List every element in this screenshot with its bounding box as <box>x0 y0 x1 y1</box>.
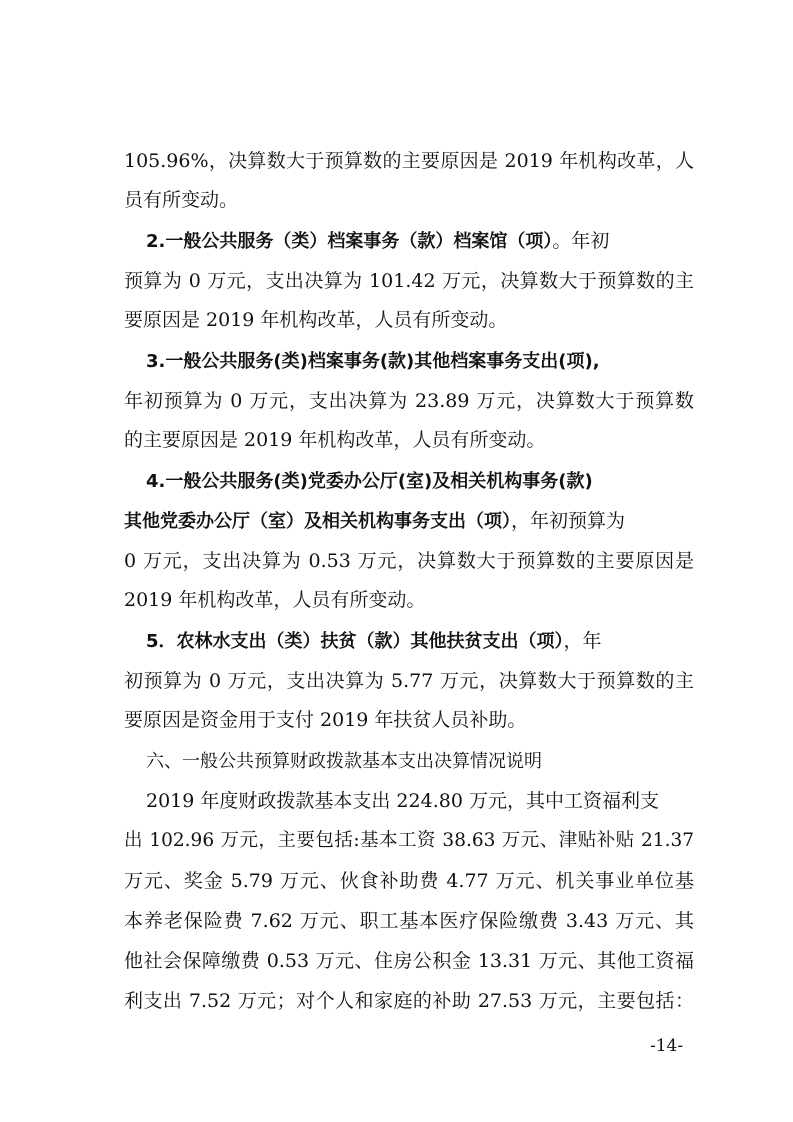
text-line: 本养老保险费 7.62 万元、职工基本医疗保险缴费 3.43 万元、其 <box>124 910 694 932</box>
text-line: 5．农林水支出（类）扶贫（款）其他扶贫支出（项），年 <box>146 630 602 652</box>
text-line: 4.一般公共服务(类)党委办公厅(室)及相关机构事务(款) <box>146 471 593 492</box>
text-line: 要原因是资金用于支付 2019 年扶贫人员补助。 <box>124 709 527 731</box>
text-line: 他社会保障缴费 0.53 万元、住房公积金 13.31 万元、其他工资福 <box>124 950 694 972</box>
text-line: 2019 年机构改革，人员有所变动。 <box>124 589 426 611</box>
page-number: -14- <box>650 1036 684 1056</box>
text-line: 2.一般公共服务（类）档案事务（款）档案馆（项）。年初 <box>146 230 610 252</box>
section-heading: 六、一般公共预算财政拨款基本支出决算情况说明 <box>146 751 542 772</box>
text-line: 年初预算为 0 万元，支出决算为 23.89 万元，决算数大于预算数 <box>124 390 694 412</box>
text-line: 利支出 7.52 万元；对个人和家庭的补助 27.53 万元，主要包括： <box>124 990 694 1012</box>
text-line: 3.一般公共服务(类)档案事务(款)其他档案事务支出(项), <box>146 351 600 372</box>
text-line: 初预算为 0 万元，支出决算为 5.77 万元，决算数大于预算数的主 <box>124 670 694 692</box>
text-line: 出 102.96 万元，主要包括:基本工资 38.63 万元、津贴补贴 21.37 <box>124 830 694 851</box>
text-line: 要原因是 2019 年机构改革，人员有所变动。 <box>124 309 508 331</box>
text-line: 的主要原因是 2019 年机构改革，人员有所变动。 <box>124 429 546 451</box>
text-line: 0 万元，支出决算为 0.53 万元，决算数大于预算数的主要原因是 <box>124 550 694 572</box>
text-line: 其他党委办公厅（室）及相关机构事务支出（项），年初预算为 <box>124 510 626 532</box>
text-line: 万元、奖金 5.79 万元、伙食补助费 4.77 万元、机关事业单位基 <box>124 870 694 892</box>
text-line: 105.96%，决算数大于预算数的主要原因是 2019 年机构改革，人 <box>124 150 694 172</box>
text-line: 2019 年度财政拨款基本支出 224.80 万元，其中工资福利支 <box>146 790 659 812</box>
text-line: 员有所变动。 <box>124 189 239 211</box>
text-line: 预算为 0 万元，支出决算为 101.42 万元，决算数大于预算数的主 <box>124 270 694 292</box>
